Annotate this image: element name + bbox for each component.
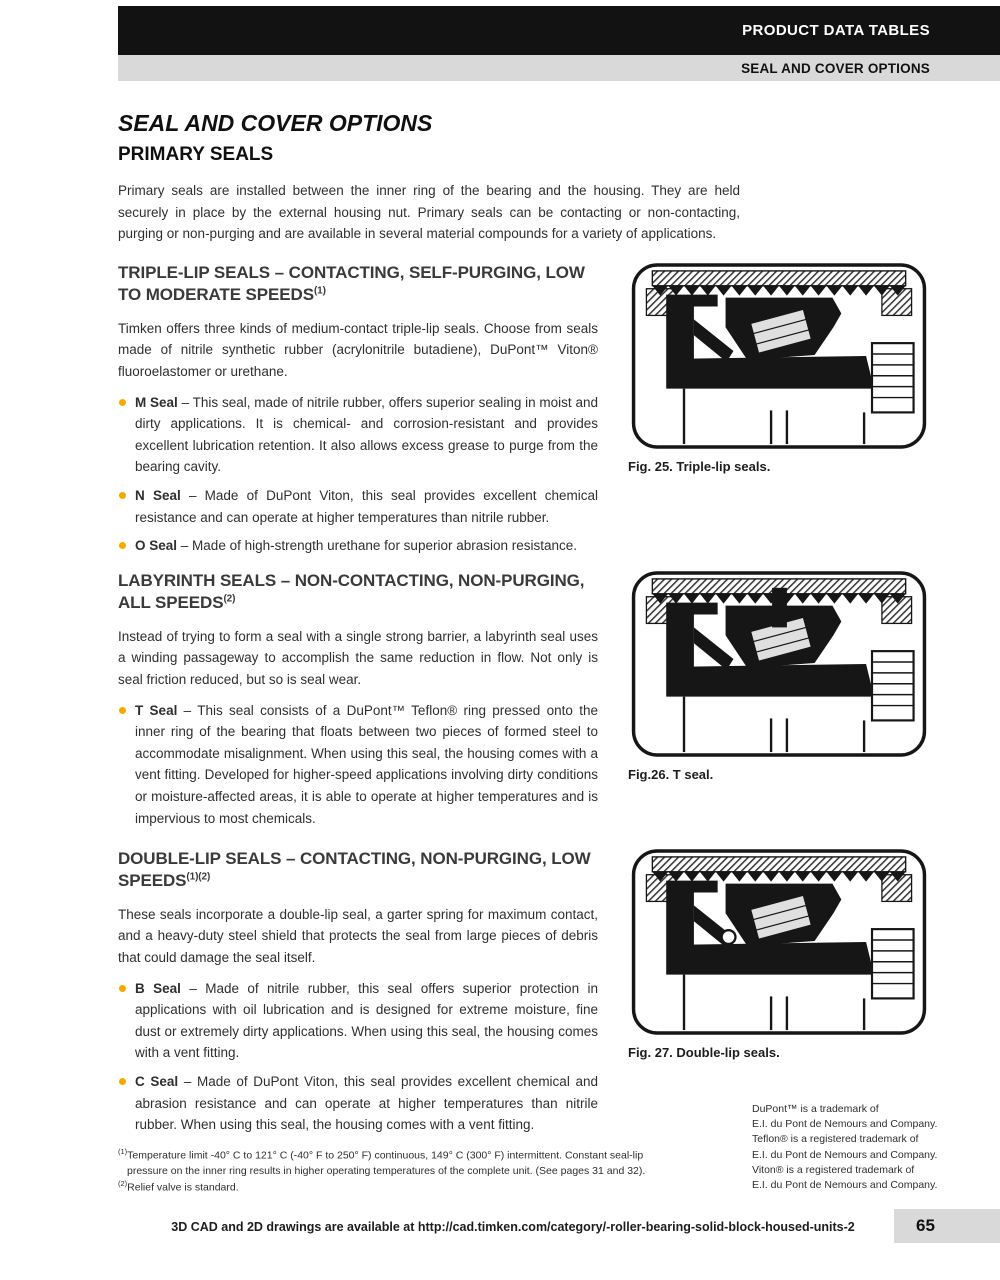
figure-caption: Fig. 25. Triple-lip seals. xyxy=(628,459,771,474)
page-title: SEAL AND COVER OPTIONS xyxy=(118,110,433,136)
main-content xyxy=(118,110,930,1210)
seal-description: – Made of high-strength urethane for superior abrasion resistance. xyxy=(180,538,578,554)
footnote-marker: (2) xyxy=(118,1178,128,1188)
section-text-column xyxy=(118,848,598,1143)
footer-cad-note: 3D CAD and 2D drawings are available at http://cad.timken.com/category/-roller-bearing-solid-block-housed-units-2 xyxy=(171,1220,855,1234)
section-body: These seals incorporate a double-lip seal, a garter spring for maximum contact, and a heavy-duty steel shield that protects the seal from large pieces of debris that could damage the seal itself. xyxy=(118,906,598,966)
top-bar xyxy=(118,6,1000,55)
trademark-line: E.I. du Pont de Nemours and Company. xyxy=(752,1118,938,1131)
trademark-line: Viton® is a registered trademark of xyxy=(752,1163,915,1176)
bullet-icon xyxy=(119,492,126,499)
trademark-line: E.I. du Pont de Nemours and Company. xyxy=(752,1148,938,1161)
garter-spring-detail xyxy=(722,930,736,944)
bullet-icon xyxy=(119,707,126,714)
figure-triple-lip-seals xyxy=(628,262,930,564)
seal-term: O Seal xyxy=(135,538,178,554)
footnote-marker: (1) xyxy=(118,1147,128,1156)
list-item-c-seal xyxy=(118,1071,598,1136)
section-text-column xyxy=(118,262,598,564)
figure-t-seal xyxy=(628,570,930,836)
figure-caption: Fig. 27. Double-lip seals. xyxy=(628,1045,780,1060)
seal-description: – This seal, made of nitrile rubber, offers superior sealing in moist and dirty applications. It is chemical- and corrosion-resistant and provides excellent lubrication retention. It also allows excess grease to purge from the bearing cavity. xyxy=(135,394,598,475)
section-body: Instead of trying to form a seal with a single strong barrier, a labyrinth seal uses a winding passageway to accomplish the same reduction in flow. Not only is seal friction reduced, but so is seal wear. xyxy=(118,628,598,688)
section-heading xyxy=(118,848,598,893)
section-heading-text: TRIPLE-LIP SEALS – CONTACTING, SELF-PURGING, LOW TO MODERATE SPEEDS xyxy=(118,263,585,305)
seal-term: N Seal xyxy=(135,488,181,504)
section-heading xyxy=(118,570,598,615)
top-bar-title: PRODUCT DATA TABLES xyxy=(742,22,930,39)
trademark-notices xyxy=(752,1102,962,1193)
trademark-line: Teflon® is a registered trademark of xyxy=(752,1133,919,1146)
intro-paragraph: Primary seals are installed between the inner ring of the bearing and the housing. They are held securely in place by the external housing nut. Primary seals can be contacting or non-contacting, purging or non-purging and are available in several material compounds for a variety of applications. xyxy=(118,183,740,242)
seal-list xyxy=(118,978,598,1136)
bullet-icon xyxy=(119,399,126,406)
list-item-t-seal xyxy=(118,700,598,830)
page-number-badge xyxy=(894,1209,1000,1243)
section-triple-lip-seals xyxy=(118,262,930,564)
bullet-icon xyxy=(119,985,126,992)
seal-description: – Made of nitrile rubber, this seal offers superior protection in applications with oil lubrication and is designed for extreme moisture, fine dust or extremely dirty applications. When using this seal, the housing comes with a vent fitting. xyxy=(135,980,598,1061)
section-text-column xyxy=(118,570,598,836)
footnote-1 xyxy=(118,1147,678,1179)
seal-description: – Made of DuPont Viton, this seal provides excellent chemical resistance and can operate at higher temperatures than nitrile rubber. xyxy=(135,488,598,525)
seal-list xyxy=(118,700,598,830)
list-item-b-seal xyxy=(118,978,598,1064)
seal-description: – This seal consists of a DuPont™ Teflon® ring pressed onto the inner ring of the bearing that floats between two pieces of formed steel to accommodate misalignment. When using this seal, the housing comes with a vent fitting. Developed for higher-speed applications involving dirty conditions or moisture-affected areas, it is able to operate at higher temperatures and is impervious to most chemicals. xyxy=(135,702,598,826)
section-heading-footnote-ref: (1)(2) xyxy=(186,871,211,883)
seal-description: – Made of DuPont Viton, this seal provides excellent chemical and abrasion resistance and can operate at higher temperatures than nitrile rubber. When using this seal, the housing comes with a vent fitting. xyxy=(135,1074,598,1133)
footnote-text: Relief valve is standard. xyxy=(127,1181,239,1194)
seal-term: B Seal xyxy=(135,980,181,996)
sub-bar-title: SEAL AND COVER OPTIONS xyxy=(741,60,930,76)
sub-bar xyxy=(118,55,1000,81)
list-item-m-seal xyxy=(118,392,598,478)
seal-term: M Seal xyxy=(135,394,178,410)
section-heading-text: LABYRINTH SEALS – NON-CONTACTING, NON-PURGING, ALL SPEEDS xyxy=(118,571,585,613)
footnote-2 xyxy=(118,1179,678,1196)
footnote-text: Temperature limit -40° C to 121° C (-40° F to 250° F) continuous, 149° C (300° F) intermittent. Constant seal-lip pressure on the inner ring results in higher operating temperatures of the complete unit. (See pages 31 and 32). xyxy=(127,1149,646,1177)
section-double-lip-seals xyxy=(118,848,930,1143)
seal-list xyxy=(118,392,598,557)
bullet-icon xyxy=(119,542,126,549)
figure-double-lip-seals xyxy=(628,848,930,1143)
page-subtitle: PRIMARY SEALS xyxy=(118,144,274,165)
bullet-icon xyxy=(119,1078,126,1085)
bearing-cross-section-drawing xyxy=(628,262,930,450)
trademark-line: DuPont™ is a trademark of xyxy=(752,1103,879,1115)
vent-fitting-detail xyxy=(772,588,787,628)
section-labyrinth-seals xyxy=(118,570,930,836)
section-body: Timken offers three kinds of medium-contact triple-lip seals. Choose from seals made of nitrile synthetic rubber (acrylonitrile butadiene), DuPont™ Viton® fluoroelastomer or urethane. xyxy=(118,320,598,380)
section-heading xyxy=(118,262,598,307)
list-item-n-seal xyxy=(118,485,598,528)
seal-term: C Seal xyxy=(135,1074,179,1090)
seal-term: T Seal xyxy=(135,702,178,718)
section-heading-text: DOUBLE-LIP SEALS – CONTACTING, NON-PURGING, LOW SPEEDS xyxy=(118,849,591,891)
trademark-line: E.I. du Pont de Nemours and Company. xyxy=(752,1179,938,1192)
page-number: 65 xyxy=(916,1216,935,1235)
bearing-cross-section-drawing xyxy=(628,848,930,1036)
list-item-o-seal xyxy=(118,535,598,557)
section-heading-footnote-ref: (1) xyxy=(313,285,326,297)
section-heading-footnote-ref: (2) xyxy=(223,593,236,605)
footnotes-block xyxy=(118,1147,678,1196)
figure-caption: Fig.26. T seal. xyxy=(628,767,714,782)
bearing-cross-section-drawing xyxy=(628,570,930,758)
